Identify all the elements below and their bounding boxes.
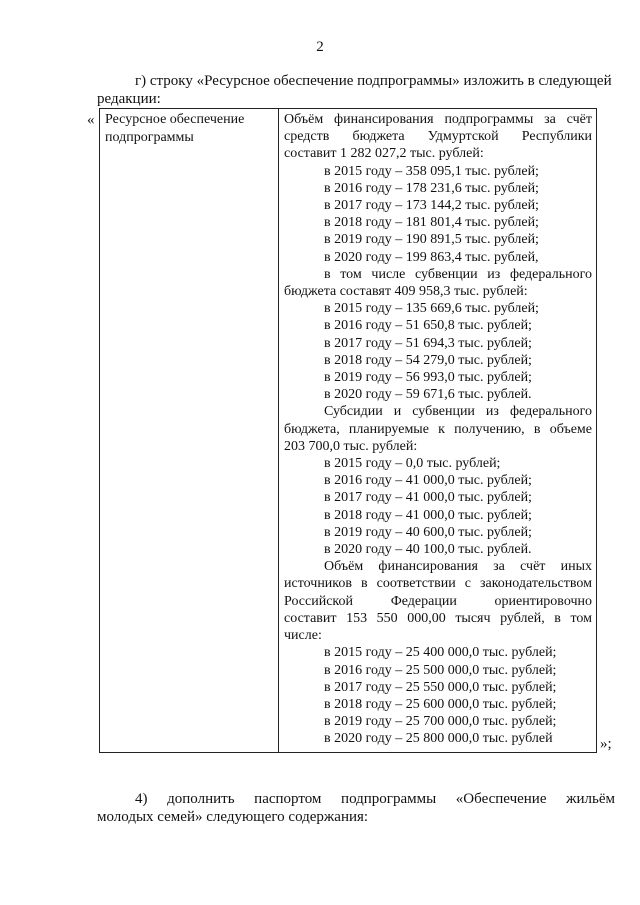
planned-year-line: в 2015 году – 0,0 тыс. рублей; bbox=[324, 456, 501, 472]
subvention-year-line: в 2015 году – 135 669,6 тыс. рублей; bbox=[324, 301, 539, 317]
other-sources-intro-line: составит 153 550 000,00 тысяч рублей, в том bbox=[284, 610, 592, 626]
other-sources-intro-line: Объём финансирования за счёт иных bbox=[324, 559, 592, 575]
planned-year-line: в 2017 году – 41 000,0 тыс. рублей; bbox=[324, 490, 532, 506]
other-sources-intro-line: Российской Федерации ориентировочно bbox=[284, 593, 592, 609]
row-label-cell bbox=[100, 109, 279, 753]
budget-year-line: в 2016 году – 178 231,6 тыс. рублей; bbox=[324, 180, 539, 196]
other-sources-year-line: в 2018 году – 25 600 000,0 тыс. рублей; bbox=[324, 696, 557, 712]
other-sources-year-line: в 2019 году – 25 700 000,0 тыс. рублей; bbox=[324, 714, 557, 730]
intro-paragraph bbox=[97, 72, 615, 108]
row-label-line-1: Ресурсное обеспечение bbox=[105, 112, 245, 127]
budget-year-line: в 2020 году – 199 863,4 тыс. рублей, bbox=[324, 249, 539, 265]
row-label-line-2: подпрограммы bbox=[105, 130, 194, 145]
planned-year-line: в 2019 году – 40 600,0 тыс. рублей; bbox=[324, 524, 532, 540]
table-row bbox=[100, 109, 597, 753]
other-sources-year-line: в 2015 году – 25 400 000,0 тыс. рублей; bbox=[324, 645, 557, 661]
subvention-year-line: в 2018 году – 54 279,0 тыс. рублей; bbox=[324, 352, 532, 368]
item-4-line-1: 4) дополнить паспортом подпрограммы «Обеспечение жильём bbox=[135, 791, 615, 807]
funding-intro-line: Объём финансирования подпрограммы за счёт bbox=[284, 112, 592, 127]
subvention-year-line: в 2017 году – 51 694,3 тыс. рублей; bbox=[324, 335, 532, 351]
subvention-year-line: в 2016 году – 51 650,8 тыс. рублей; bbox=[324, 318, 532, 334]
budget-year-line: в 2017 году – 173 144,2 тыс. рублей; bbox=[324, 198, 539, 214]
planned-intro-line: Субсидии и субвенции из федерального bbox=[324, 404, 592, 420]
intro-line-2: редакции: bbox=[97, 91, 161, 107]
budget-year-line: в 2015 году – 358 095,1 тыс. рублей; bbox=[324, 163, 539, 179]
other-sources-intro-line: источников в соответствии с законодательством bbox=[284, 576, 592, 592]
subvention-year-line: в 2019 году – 56 993,0 тыс. рублей; bbox=[324, 370, 532, 386]
subvention-year-line: в 2020 году – 59 671,6 тыс. рублей. bbox=[324, 387, 532, 403]
subvention-intro-line: бюджета составят 409 958,3 тыс. рублей: bbox=[284, 284, 528, 300]
budget-year-line: в 2019 году – 190 891,5 тыс. рублей; bbox=[324, 232, 539, 248]
other-sources-year-line: в 2020 году – 25 800 000,0 тыс. рублей bbox=[324, 731, 553, 747]
other-sources-intro-line: числе: bbox=[284, 628, 322, 644]
other-sources-year-line: в 2017 году – 25 550 000,0 тыс. рублей; bbox=[324, 679, 557, 695]
subvention-intro-line: в том числе субвенции из федерального bbox=[324, 266, 592, 282]
resource-support-table bbox=[99, 108, 597, 753]
funding-intro-line: составит 1 282 027,2 тыс. рублей: bbox=[284, 146, 484, 162]
item-4-paragraph bbox=[97, 790, 615, 826]
intro-line-1: г) строку «Ресурсное обеспечение подпрограммы» изложить в следующей bbox=[135, 73, 612, 89]
other-sources-year-line: в 2016 году – 25 500 000,0 тыс. рублей; bbox=[324, 662, 557, 678]
planned-intro-line: бюджета, планируемые к получению, в объеме bbox=[284, 421, 592, 437]
planned-intro-line: 203 700,0 тыс. рублей: bbox=[284, 438, 418, 454]
budget-year-line: в 2018 году – 181 801,4 тыс. рублей; bbox=[324, 215, 539, 231]
planned-year-line: в 2016 году – 41 000,0 тыс. рублей; bbox=[324, 473, 532, 489]
item-4-line-2: молодых семей» следующего содержания: bbox=[97, 809, 369, 825]
closing-quote: »; bbox=[600, 736, 612, 752]
funding-intro-line: средств бюджета Удмуртской Республики bbox=[284, 129, 592, 145]
planned-year-line: в 2020 году – 40 100,0 тыс. рублей. bbox=[324, 542, 532, 558]
row-content-cell bbox=[279, 109, 597, 753]
planned-year-line: в 2018 году – 41 000,0 тыс. рублей; bbox=[324, 507, 532, 523]
opening-quote: « bbox=[87, 112, 95, 128]
page-number: 2 bbox=[316, 39, 324, 55]
